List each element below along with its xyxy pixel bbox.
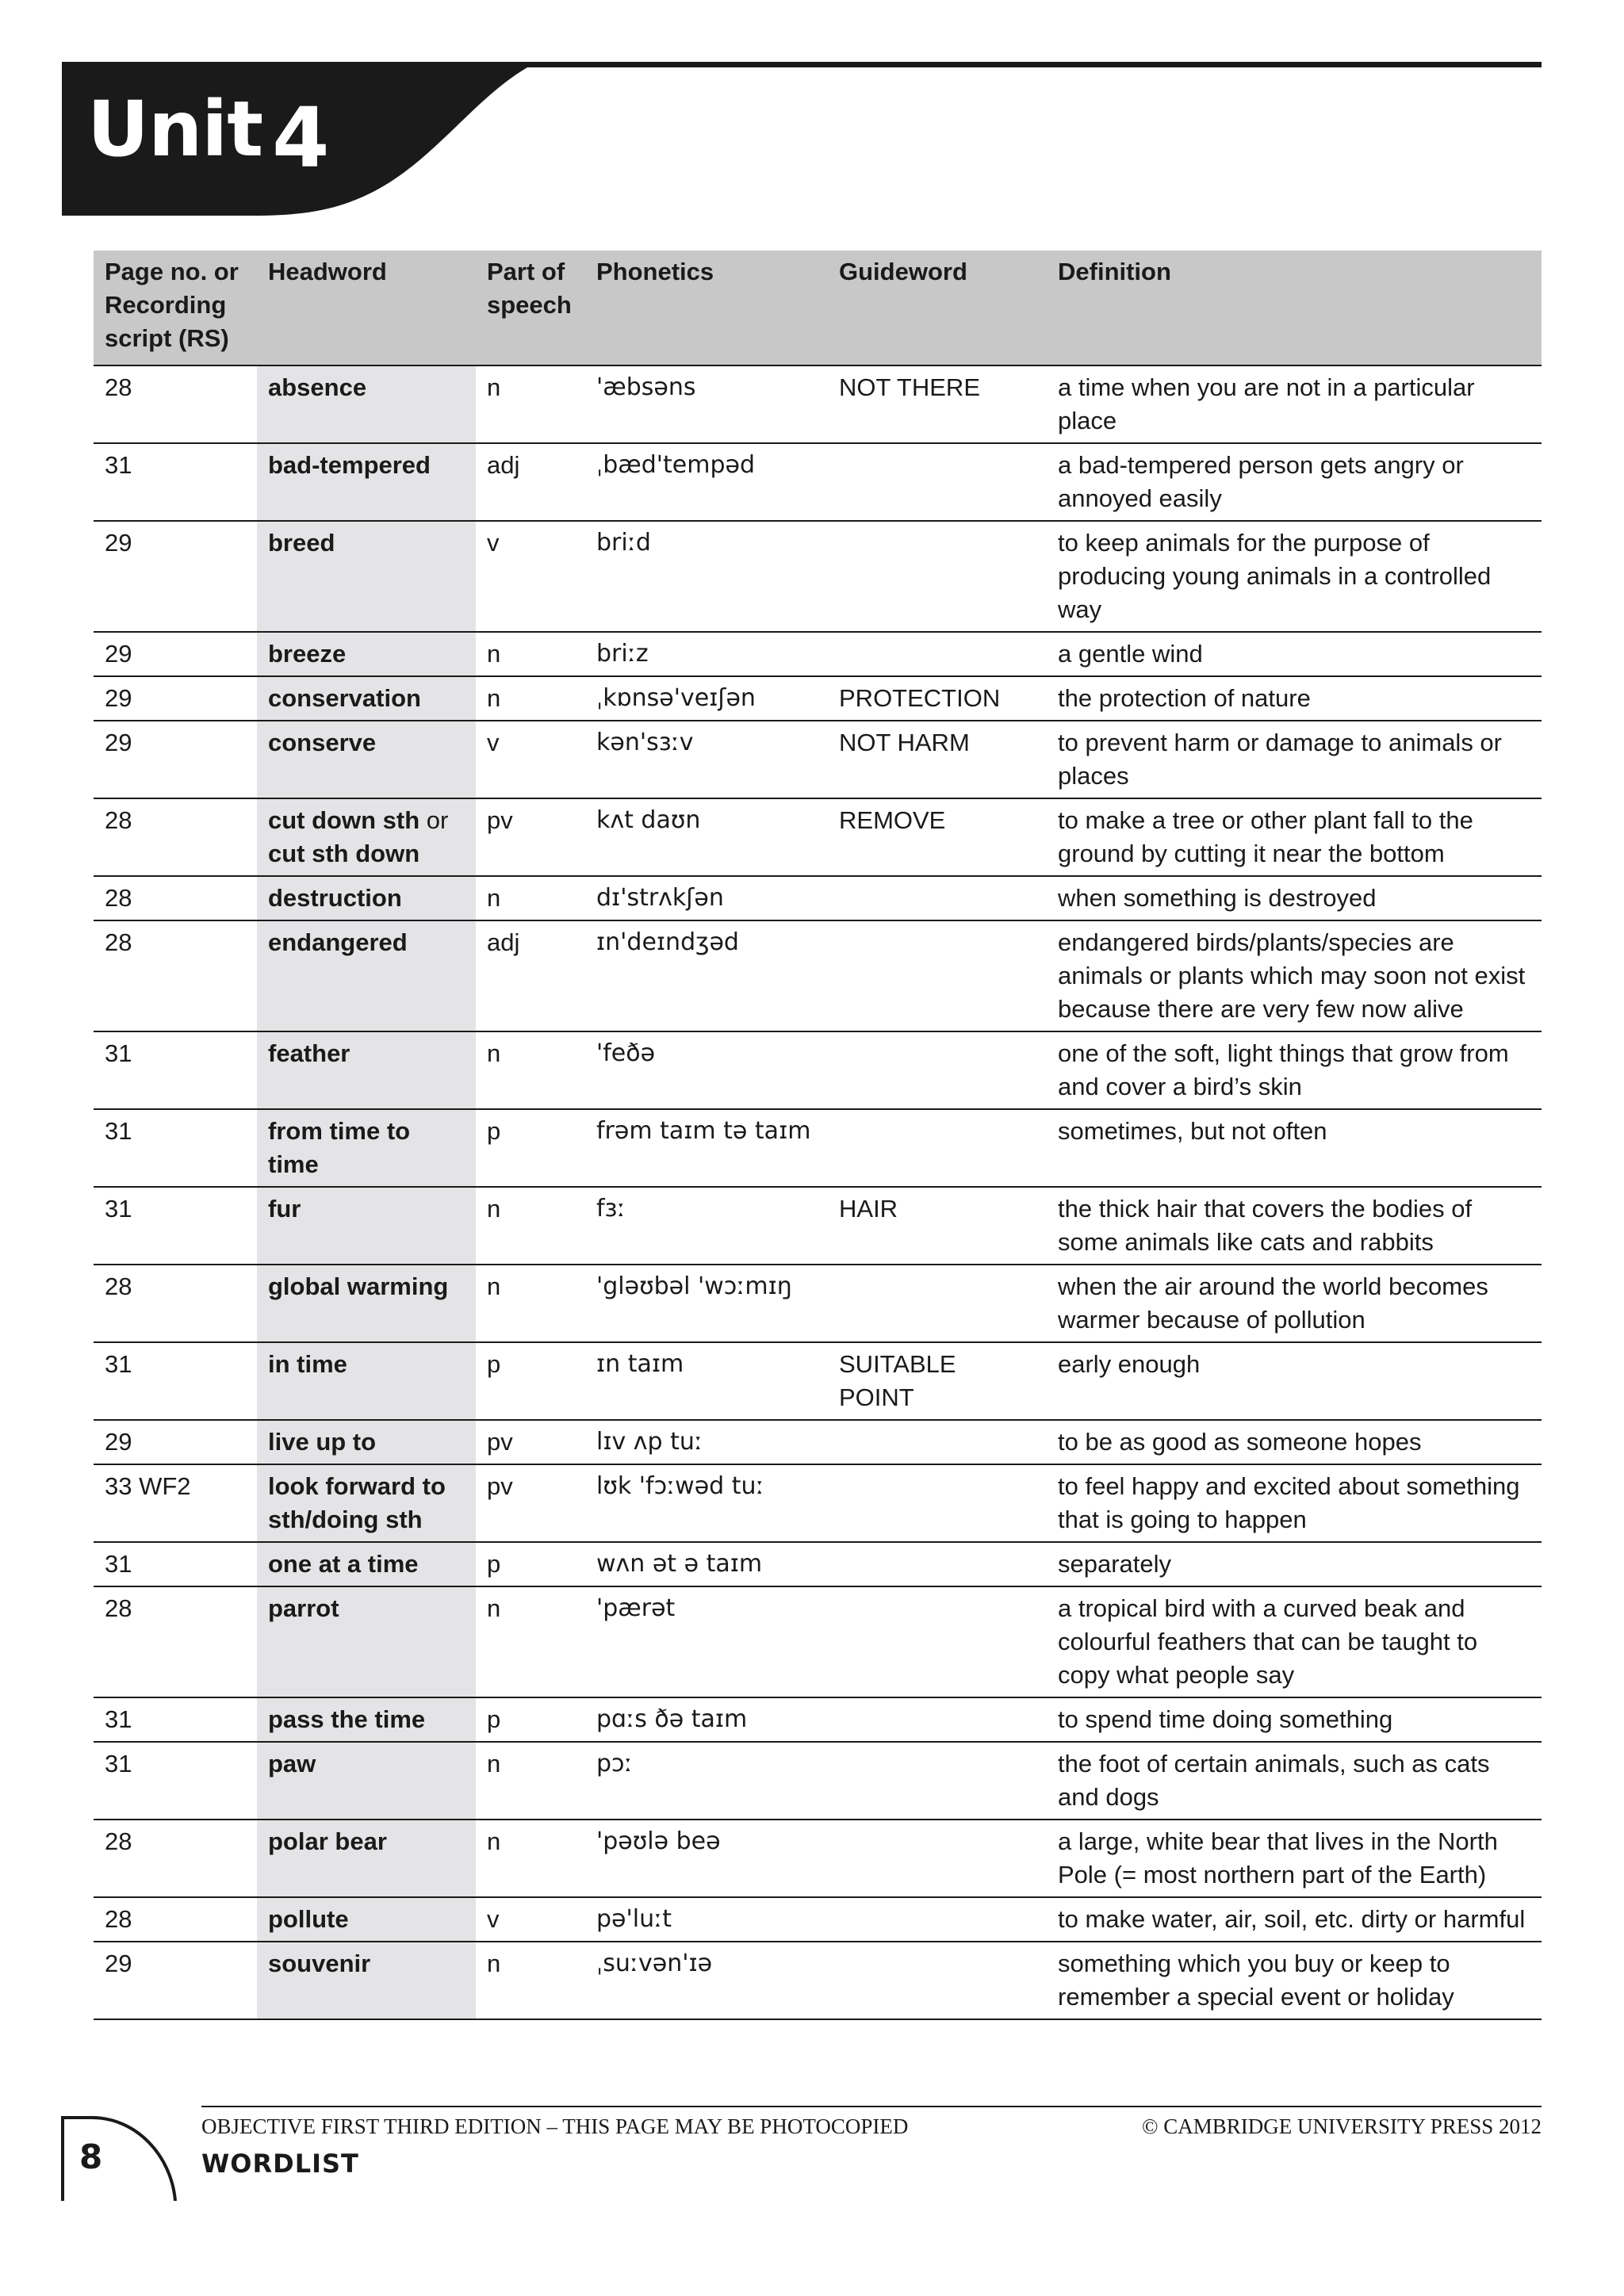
cell-phonetics: ˌbæd'tempəd <box>585 443 828 521</box>
cell-pos: n <box>476 632 585 676</box>
cell-page: 28 <box>94 798 257 876</box>
cell-guideword: NOT THERE <box>828 365 1047 443</box>
cell-headword: parrot <box>257 1586 476 1697</box>
col-header-pos: Part of speech <box>476 251 585 365</box>
table-row <box>94 1109 1542 1187</box>
col-header-definition: Definition <box>1047 251 1542 365</box>
cell-page: 28 <box>94 1897 257 1942</box>
cell-pos: p <box>476 1542 585 1586</box>
table-row <box>94 1464 1542 1542</box>
cell-definition: a gentle wind <box>1047 632 1542 676</box>
cell-definition: the protection of nature <box>1047 676 1542 721</box>
cell-page: 33 WF2 <box>94 1464 257 1542</box>
table-row <box>94 632 1542 676</box>
cell-guideword: REMOVE <box>828 798 1047 876</box>
cell-guideword <box>828 1542 1047 1586</box>
cell-headword <box>257 798 476 876</box>
cell-page: 28 <box>94 876 257 920</box>
cell-pos: n <box>476 1187 585 1265</box>
table-row <box>94 443 1542 521</box>
cell-headword: from time to time <box>257 1109 476 1187</box>
cell-definition: something which you buy or keep to remember a special event or holiday <box>1047 1942 1542 2019</box>
cell-phonetics: kən'sɜːv <box>585 721 828 798</box>
cell-definition: endangered birds/plants/species are animals or plants which may soon not exist because there are very few now alive <box>1047 920 1542 1031</box>
cell-guideword <box>828 920 1047 1031</box>
table-row <box>94 1586 1542 1697</box>
page-corner-shape <box>60 2115 179 2202</box>
cell-pos: n <box>476 1586 585 1697</box>
cell-headword: look forward to sth/doing sth <box>257 1464 476 1542</box>
table-row <box>94 365 1542 443</box>
cell-guideword <box>828 1265 1047 1342</box>
cell-headword: live up to <box>257 1420 476 1464</box>
col-header-guideword: Guideword <box>828 251 1047 365</box>
cell-definition: to make water, air, soil, etc. dirty or harmful <box>1047 1897 1542 1942</box>
cell-phonetics: ˌkɒnsə'veɪʃən <box>585 676 828 721</box>
cell-definition: the thick hair that covers the bodies of some animals like cats and rabbits <box>1047 1187 1542 1265</box>
cell-pos: p <box>476 1342 585 1420</box>
cell-headword: conservation <box>257 676 476 721</box>
cell-phonetics: lʊk 'fɔːwəd tuː <box>585 1464 828 1542</box>
table-row <box>94 1697 1542 1742</box>
cell-guideword <box>828 1031 1047 1109</box>
table-row <box>94 1742 1542 1820</box>
cell-phonetics: pɔː <box>585 1742 828 1820</box>
cell-page: 31 <box>94 1109 257 1187</box>
cell-phonetics: lɪv ʌp tuː <box>585 1420 828 1464</box>
cell-page: 29 <box>94 632 257 676</box>
cell-page: 28 <box>94 365 257 443</box>
cell-pos: pv <box>476 798 585 876</box>
cell-phonetics: pə'luːt <box>585 1897 828 1942</box>
cell-page: 31 <box>94 1187 257 1265</box>
cell-pos: n <box>476 1742 585 1820</box>
cell-definition: a tropical bird with a curved beak and colourful feathers that can be taught to copy what people say <box>1047 1586 1542 1697</box>
cell-pos: n <box>476 676 585 721</box>
cell-headword: feather <box>257 1031 476 1109</box>
col-header-phonetics: Phonetics <box>585 251 828 365</box>
table-row <box>94 798 1542 876</box>
cell-guideword: HAIR <box>828 1187 1047 1265</box>
cell-pos: n <box>476 365 585 443</box>
table-row <box>94 1265 1542 1342</box>
cell-guideword: PROTECTION <box>828 676 1047 721</box>
cell-guideword <box>828 1464 1047 1542</box>
cell-page: 29 <box>94 721 257 798</box>
cell-headword: destruction <box>257 876 476 920</box>
cell-phonetics: ˌsuːvən'ɪə <box>585 1942 828 2019</box>
cell-pos: v <box>476 521 585 632</box>
cell-page: 29 <box>94 521 257 632</box>
cell-guideword <box>828 1586 1047 1697</box>
cell-page: 28 <box>94 1586 257 1697</box>
cell-headword: breed <box>257 521 476 632</box>
cell-pos: p <box>476 1109 585 1187</box>
wordlist-table <box>94 251 1542 2020</box>
cell-definition: to feel happy and excited about something that is going to happen <box>1047 1464 1542 1542</box>
cell-pos: n <box>476 876 585 920</box>
cell-headword: pass the time <box>257 1697 476 1742</box>
table-row <box>94 721 1542 798</box>
cell-guideword: NOT HARM <box>828 721 1047 798</box>
cell-definition: to prevent harm or damage to animals or places <box>1047 721 1542 798</box>
table-row <box>94 521 1542 632</box>
cell-pos: pv <box>476 1420 585 1464</box>
cell-pos: pv <box>476 1464 585 1542</box>
cell-pos: v <box>476 721 585 798</box>
cell-guideword <box>828 1897 1047 1942</box>
cell-headword: in time <box>257 1342 476 1420</box>
cell-guideword <box>828 1420 1047 1464</box>
table-row <box>94 876 1542 920</box>
cell-pos: n <box>476 1942 585 2019</box>
cell-headword: absence <box>257 365 476 443</box>
table-row <box>94 1342 1542 1420</box>
cell-phonetics: 'pəʊlə beə <box>585 1820 828 1897</box>
table-row <box>94 1820 1542 1897</box>
table-row <box>94 1942 1542 2019</box>
cell-phonetics: briːz <box>585 632 828 676</box>
table-row <box>94 1542 1542 1586</box>
cell-guideword <box>828 443 1047 521</box>
cell-definition: a time when you are not in a particular place <box>1047 365 1542 443</box>
cell-headword: paw <box>257 1742 476 1820</box>
page-number: 8 <box>79 2137 103 2176</box>
cell-definition: to be as good as someone hopes <box>1047 1420 1542 1464</box>
cell-guideword <box>828 521 1047 632</box>
cell-guideword: SUITABLE POINT <box>828 1342 1047 1420</box>
cell-definition: to spend time doing something <box>1047 1697 1542 1742</box>
col-header-headword: Headword <box>257 251 476 365</box>
cell-phonetics: ɪn taɪm <box>585 1342 828 1420</box>
cell-definition: separately <box>1047 1542 1542 1586</box>
cell-page: 31 <box>94 443 257 521</box>
cell-headword: breeze <box>257 632 476 676</box>
cell-page: 29 <box>94 1942 257 2019</box>
cell-headword: polar bear <box>257 1820 476 1897</box>
cell-phonetics: 'feðə <box>585 1031 828 1109</box>
cell-guideword <box>828 1820 1047 1897</box>
table-header-row <box>94 251 1542 365</box>
cell-definition: sometimes, but not often <box>1047 1109 1542 1187</box>
cell-guideword <box>828 1942 1047 2019</box>
headword-main: cut down sth <box>268 806 420 834</box>
cell-page: 29 <box>94 676 257 721</box>
cell-definition: when something is destroyed <box>1047 876 1542 920</box>
cell-phonetics: fɜː <box>585 1187 828 1265</box>
footer-edition-note: OBJECTIVE FIRST THIRD EDITION – THIS PAGE MAY BE PHOTOCOPIED <box>201 2114 909 2138</box>
footer-rule <box>201 2106 1542 2107</box>
footer-copyright: © CAMBRIDGE UNIVERSITY PRESS 2012 <box>1141 2114 1542 2138</box>
cell-page: 28 <box>94 1265 257 1342</box>
cell-definition: the foot of certain animals, such as cats and dogs <box>1047 1742 1542 1820</box>
cell-definition: one of the soft, light things that grow from and cover a bird’s skin <box>1047 1031 1542 1109</box>
table-row <box>94 1187 1542 1265</box>
cell-phonetics: 'gləʊbəl 'wɔːmɪŋ <box>585 1265 828 1342</box>
cell-headword: souvenir <box>257 1942 476 2019</box>
cell-headword: endangered <box>257 920 476 1031</box>
cell-phonetics: pɑːs ðə taɪm <box>585 1697 828 1742</box>
cell-page: 31 <box>94 1697 257 1742</box>
cell-pos: adj <box>476 443 585 521</box>
cell-page: 31 <box>94 1031 257 1109</box>
cell-headword: pollute <box>257 1897 476 1942</box>
cell-pos: adj <box>476 920 585 1031</box>
cell-definition: a bad-tempered person gets angry or annoyed easily <box>1047 443 1542 521</box>
cell-definition: to make a tree or other plant fall to the ground by cutting it near the bottom <box>1047 798 1542 876</box>
unit-number: 4 <box>272 90 329 186</box>
cell-page: 31 <box>94 1742 257 1820</box>
cell-headword: fur <box>257 1187 476 1265</box>
table-row <box>94 1897 1542 1942</box>
cell-pos: n <box>476 1820 585 1897</box>
cell-phonetics: briːd <box>585 521 828 632</box>
col-header-page: Page no. or Recording script (RS) <box>94 251 257 365</box>
cell-definition: a large, white bear that lives in the North Pole (= most northern part of the Earth) <box>1047 1820 1542 1897</box>
cell-page: 29 <box>94 1420 257 1464</box>
cell-pos: v <box>476 1897 585 1942</box>
cell-page: 28 <box>94 920 257 1031</box>
cell-guideword <box>828 876 1047 920</box>
headword-or: or <box>426 806 449 834</box>
cell-phonetics: 'pærət <box>585 1586 828 1697</box>
cell-phonetics: dɪ'strʌkʃən <box>585 876 828 920</box>
unit-title <box>87 79 329 186</box>
table-row <box>94 676 1542 721</box>
cell-headword: global warming <box>257 1265 476 1342</box>
cell-definition: to keep animals for the purpose of producing young animals in a controlled way <box>1047 521 1542 632</box>
cell-phonetics: frəm taɪm tə taɪm <box>585 1109 828 1187</box>
table-row <box>94 1420 1542 1464</box>
cell-pos: n <box>476 1265 585 1342</box>
cell-phonetics: kʌt daʊn <box>585 798 828 876</box>
cell-pos: p <box>476 1697 585 1742</box>
headword-alt: cut sth down <box>268 840 420 867</box>
cell-guideword <box>828 1109 1047 1187</box>
cell-guideword <box>828 1697 1047 1742</box>
footer-section-label: WORDLIST <box>201 2149 359 2179</box>
cell-definition: when the air around the world becomes warmer because of pollution <box>1047 1265 1542 1342</box>
cell-phonetics: 'æbsəns <box>585 365 828 443</box>
cell-page: 31 <box>94 1342 257 1420</box>
cell-page: 31 <box>94 1542 257 1586</box>
cell-guideword <box>828 632 1047 676</box>
cell-guideword <box>828 1742 1047 1820</box>
cell-headword: conserve <box>257 721 476 798</box>
cell-phonetics: ɪn'deɪndʒəd <box>585 920 828 1031</box>
cell-page: 28 <box>94 1820 257 1897</box>
cell-headword: bad-tempered <box>257 443 476 521</box>
cell-headword: one at a time <box>257 1542 476 1586</box>
cell-definition: early enough <box>1047 1342 1542 1420</box>
cell-pos: n <box>476 1031 585 1109</box>
table-row <box>94 920 1542 1031</box>
table-row <box>94 1031 1542 1109</box>
unit-label: Unit <box>87 85 263 174</box>
cell-phonetics: wʌn ət ə taɪm <box>585 1542 828 1586</box>
